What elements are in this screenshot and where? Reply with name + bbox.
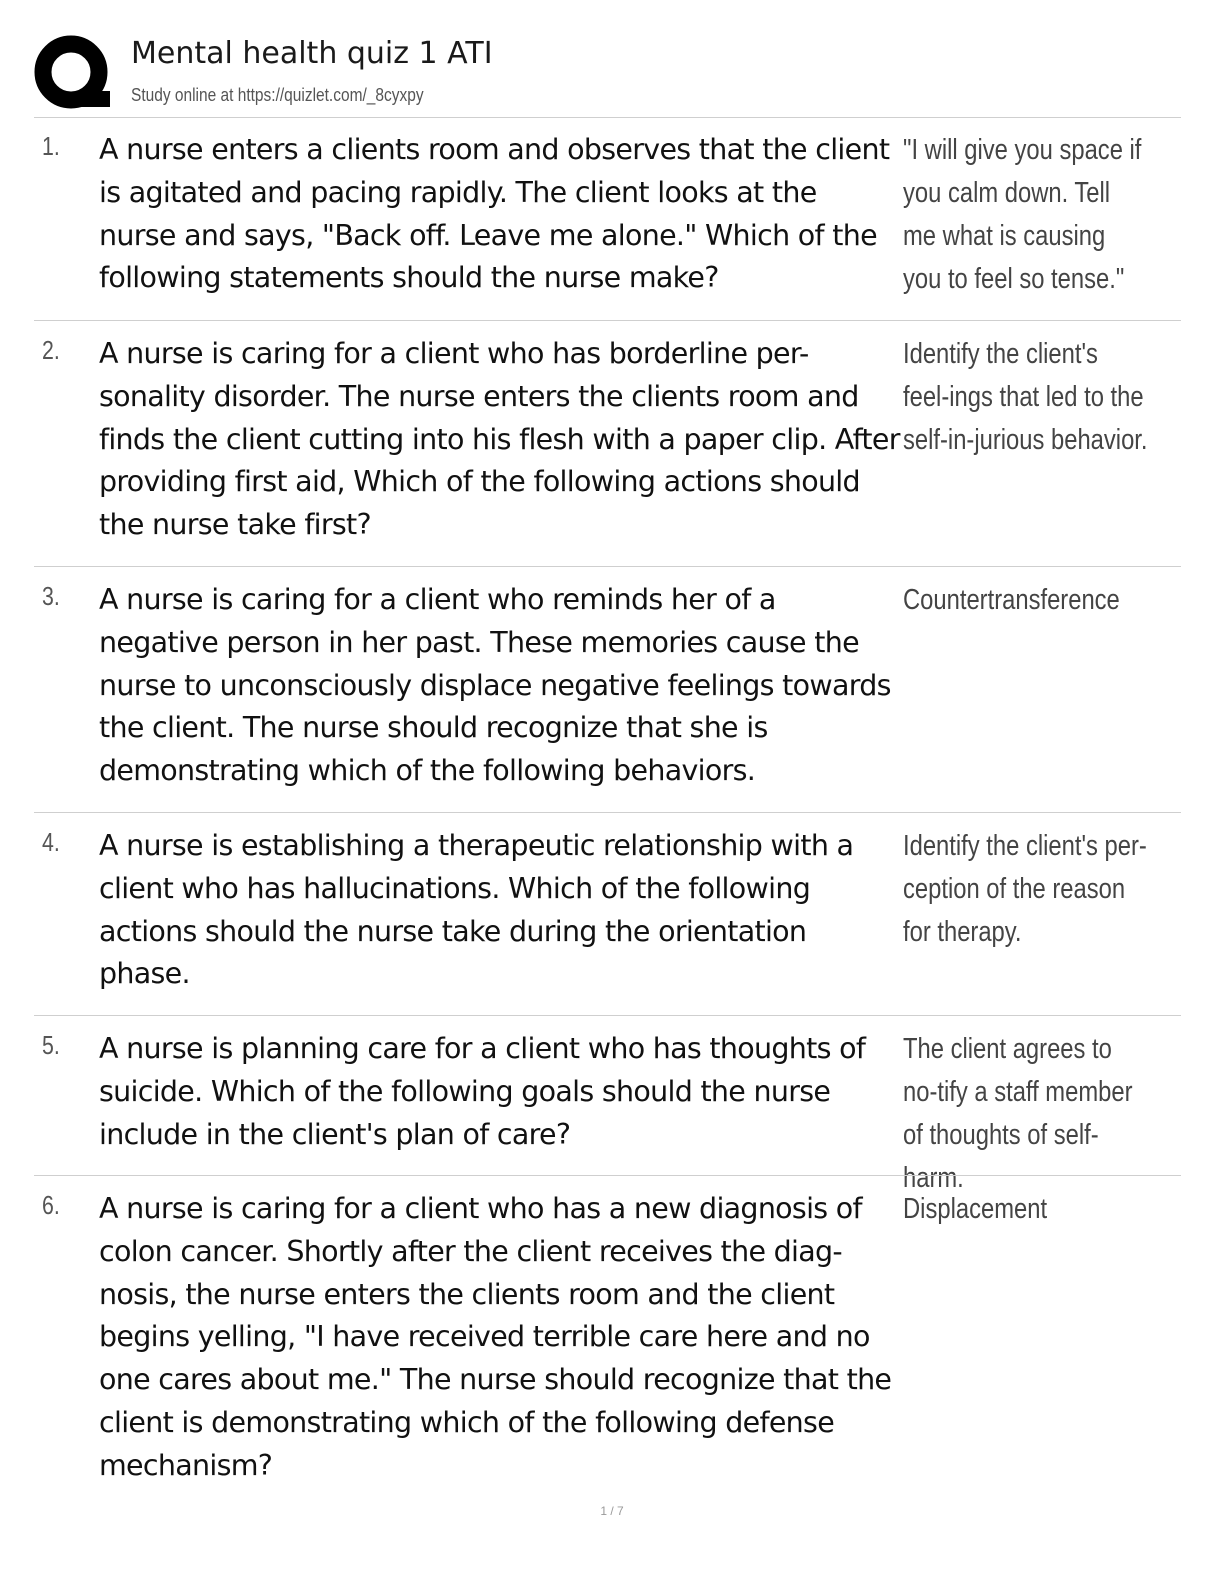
card-number: 3. [42,581,60,611]
card-number: 2. [42,335,60,365]
card-answer: Identify the client's per-ception of the reason for therapy. [903,830,1147,948]
card-number: 5. [42,1030,60,1060]
card-answer: Displacement [903,1193,1048,1225]
card-question: A nurse is establishing a therapeutic relationship with a client who has hallucinations. Which of the following actions should the nurse take during the orientation phase. [99,829,854,991]
card-number: 1. [42,131,60,161]
study-online-link[interactable]: Study online at https://quizlet.com/_8cyxpy [131,85,424,105]
card-question: A nurse is planning care for a client who has thoughts of suicide. Which of the following goals should the nurse include in the client's plan of care? [99,1032,866,1151]
card-answer: Countertransference [903,584,1120,616]
card-number: 6. [42,1190,60,1220]
card-answer: Identify the client's feel-ings that led to the self-in-jurious behavior. [903,338,1148,456]
card-question: A nurse is caring for a client who has borderline per-sonality disorder. The nurse enters the clients room and finds the client cutting into his flesh with a paper clip. After providing first aid, Which of the following actions should the nurse take first? [99,337,900,542]
divider [34,320,1181,321]
card-answer: "I will give you space if you calm down. Tell me what is causing you to feel so tense." [903,134,1142,295]
divider [34,1015,1181,1016]
divider [34,566,1181,567]
divider [34,812,1181,813]
divider [34,117,1181,118]
card-question: A nurse is caring for a client who reminds her of a negative person in her past. These memories cause the nurse to unconsciously displace negative feelings towards the client. The nurse should recognize that she is demonstrating which of the following behaviors. [99,583,891,788]
card-number: 4. [42,827,60,857]
card-question: A nurse enters a clients room and observes that the client is agitated and pacing rapidly. The client looks at the nurse and says, "Back off. Leave me alone." Which of the following statements should the nurse make? [99,133,890,295]
quizlet-header [34,30,1184,116]
card-answer: The client agrees to no-tify a staff member of thoughts of self-harm. [903,1033,1133,1194]
quizlet-logo-icon [34,35,112,113]
page-number: 1 / 7 [600,1504,624,1518]
card-question: A nurse is caring for a client who has a new diagnosis of colon cancer. Shortly after the client receives the diag-nosis, the nurse enters the clients room and the client begins yelling, "I have received terrible care here and no one cares about me." The nurse should recognize that the client is demonstrating which of the following defense mechanism? [99,1192,892,1482]
divider [34,1175,1181,1176]
set-title: Mental health quiz 1 ATI [131,36,493,71]
